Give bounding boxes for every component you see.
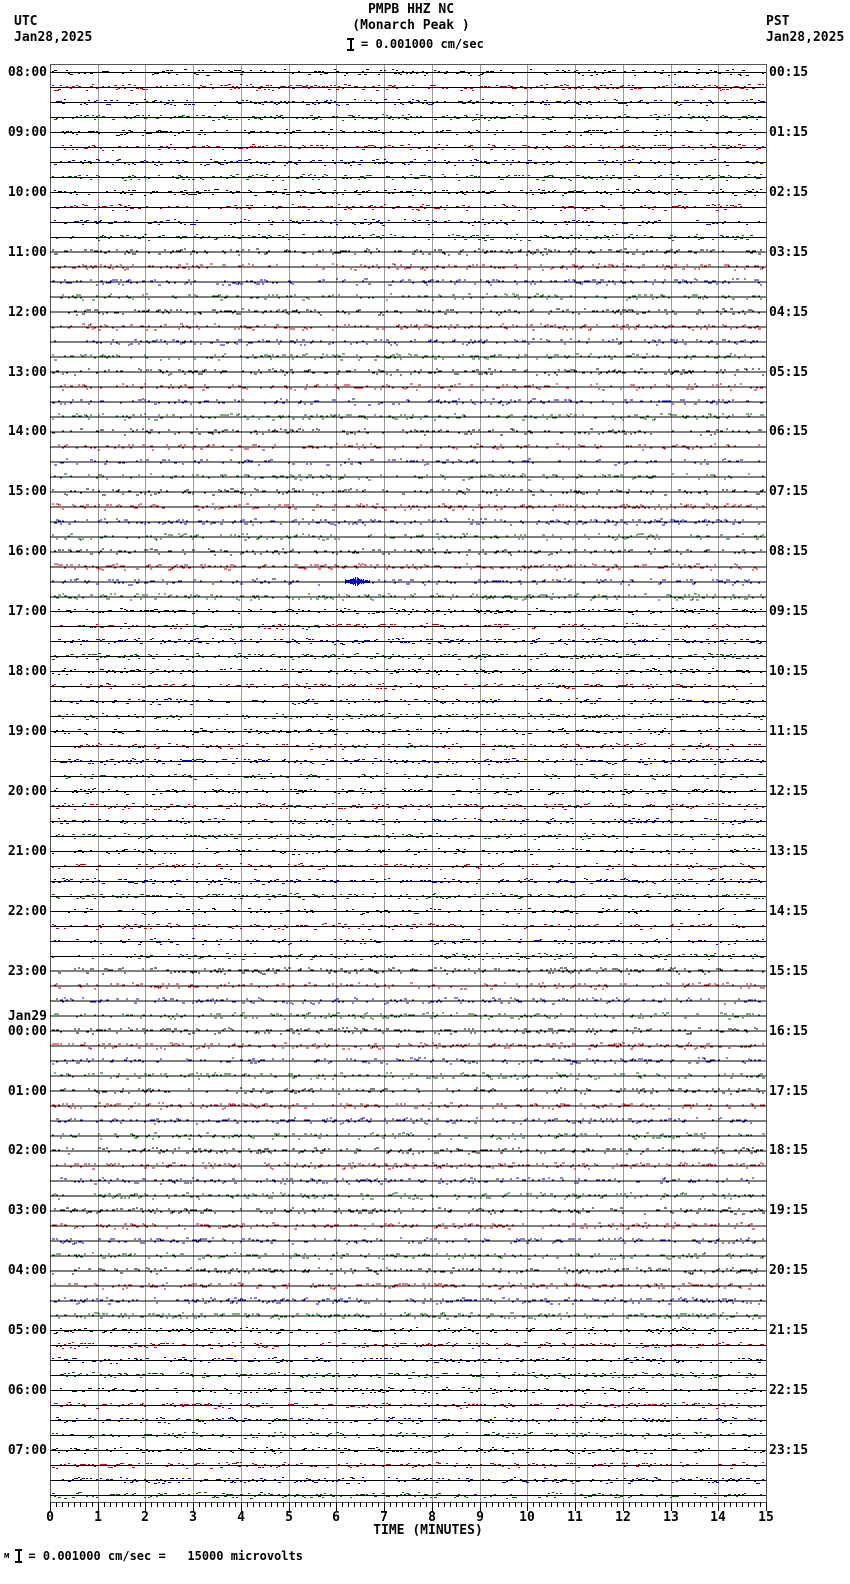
utc-hour-label: 15:00 bbox=[7, 484, 47, 499]
utc-hour-label: 22:00 bbox=[7, 904, 47, 919]
utc-date-label: Jan28,2025 bbox=[14, 30, 93, 45]
x-tick-label: 11 bbox=[567, 1510, 583, 1525]
utc-hour-label: 20:00 bbox=[7, 784, 47, 799]
pst-hour-label: 09:15 bbox=[769, 604, 809, 619]
utc-hour-label: 04:00 bbox=[7, 1263, 47, 1278]
utc-date-rollover-label: Jan29 bbox=[7, 1009, 47, 1024]
pst-hour-label: 22:15 bbox=[769, 1383, 809, 1398]
x-tick-label: 12 bbox=[615, 1510, 631, 1525]
x-tick-label: 14 bbox=[710, 1510, 726, 1525]
utc-hour-label: 05:00 bbox=[7, 1323, 47, 1338]
utc-hour-label: 13:00 bbox=[7, 365, 47, 380]
footnote bbox=[4, 1549, 303, 1563]
pst-hour-label: 16:15 bbox=[769, 1024, 809, 1039]
pst-hour-label: 21:15 bbox=[769, 1323, 809, 1338]
x-tick-label: 3 bbox=[189, 1510, 197, 1525]
pst-hour-label: 20:15 bbox=[769, 1263, 809, 1278]
pst-hour-label: 05:15 bbox=[769, 365, 809, 380]
x-axis-title: TIME (MINUTES) bbox=[373, 1523, 483, 1538]
pst-hour-label: 02:15 bbox=[769, 185, 809, 200]
utc-hour-label: 21:00 bbox=[7, 844, 47, 859]
x-tick-label: 4 bbox=[237, 1510, 245, 1525]
footnote-prefix-glyph: м bbox=[4, 1551, 10, 1561]
scale-bar-icon bbox=[346, 38, 355, 51]
pst-hour-label: 15:15 bbox=[769, 964, 809, 979]
station-title: PMPB HHZ NC bbox=[367, 2, 455, 17]
x-tick-label: 15 bbox=[758, 1510, 774, 1525]
pst-hour-label: 07:15 bbox=[769, 484, 809, 499]
utc-hour-label: 14:00 bbox=[7, 424, 47, 439]
pst-hour-label: 01:15 bbox=[769, 125, 809, 140]
utc-hour-label: 12:00 bbox=[7, 305, 47, 320]
utc-hour-label: 09:00 bbox=[7, 125, 47, 140]
pst-hour-label: 17:15 bbox=[769, 1084, 809, 1099]
footnote-scale-bar-icon bbox=[14, 1549, 23, 1563]
x-tick-label: 7 bbox=[380, 1510, 388, 1525]
utc-hour-label: 10:00 bbox=[7, 185, 47, 200]
x-tick-label: 6 bbox=[332, 1510, 340, 1525]
utc-timezone-label: UTC bbox=[14, 14, 38, 29]
x-tick-label: 10 bbox=[519, 1510, 535, 1525]
footnote-text: = 0.001000 cm/sec = 15000 microvolts bbox=[28, 1549, 303, 1563]
x-tick-label: 2 bbox=[141, 1510, 149, 1525]
amplitude-scale-label: = 0.001000 cm/sec bbox=[361, 37, 484, 51]
x-tick-label: 0 bbox=[46, 1510, 54, 1525]
pst-hour-label: 03:15 bbox=[769, 245, 809, 260]
pst-hour-label: 10:15 bbox=[769, 664, 809, 679]
utc-hour-label: 01:00 bbox=[7, 1084, 47, 1099]
utc-hour-label: 03:00 bbox=[7, 1203, 47, 1218]
utc-hour-label: 07:00 bbox=[7, 1443, 47, 1458]
pst-hour-label: 14:15 bbox=[769, 904, 809, 919]
utc-hour-label: 23:00 bbox=[7, 964, 47, 979]
pst-date-label: Jan28,2025 bbox=[766, 30, 845, 45]
pst-hour-label: 11:15 bbox=[769, 724, 809, 739]
utc-hour-label: 06:00 bbox=[7, 1383, 47, 1398]
pst-hour-label: 23:15 bbox=[769, 1443, 809, 1458]
pst-hour-label: 13:15 bbox=[769, 844, 809, 859]
amplitude-scale bbox=[346, 37, 484, 51]
x-tick-label: 13 bbox=[663, 1510, 679, 1525]
utc-hour-label: 02:00 bbox=[7, 1143, 47, 1158]
utc-hour-label: 16:00 bbox=[7, 544, 47, 559]
pst-hour-label: 08:15 bbox=[769, 544, 809, 559]
pst-hour-label: 00:15 bbox=[769, 65, 809, 80]
pst-hour-label: 19:15 bbox=[769, 1203, 809, 1218]
event-burst bbox=[346, 577, 370, 586]
utc-hour-label: 19:00 bbox=[7, 724, 47, 739]
x-tick-label: 5 bbox=[285, 1510, 293, 1525]
pst-hour-label: 06:15 bbox=[769, 424, 809, 439]
utc-hour-label: 08:00 bbox=[7, 65, 47, 80]
pst-hour-label: 18:15 bbox=[769, 1143, 809, 1158]
pst-timezone-label: PST bbox=[766, 14, 790, 29]
utc-hour-label: 00:00 bbox=[7, 1024, 47, 1039]
x-tick-label: 8 bbox=[428, 1510, 436, 1525]
utc-hour-label: 18:00 bbox=[7, 664, 47, 679]
utc-hour-label: 11:00 bbox=[7, 245, 47, 260]
utc-hour-label: 17:00 bbox=[7, 604, 47, 619]
pst-hour-label: 12:15 bbox=[769, 784, 809, 799]
station-subtitle: (Monarch Peak ) bbox=[352, 18, 470, 33]
pst-hour-label: 04:15 bbox=[769, 305, 809, 320]
x-tick-label: 1 bbox=[94, 1510, 102, 1525]
x-tick-label: 9 bbox=[476, 1510, 484, 1525]
